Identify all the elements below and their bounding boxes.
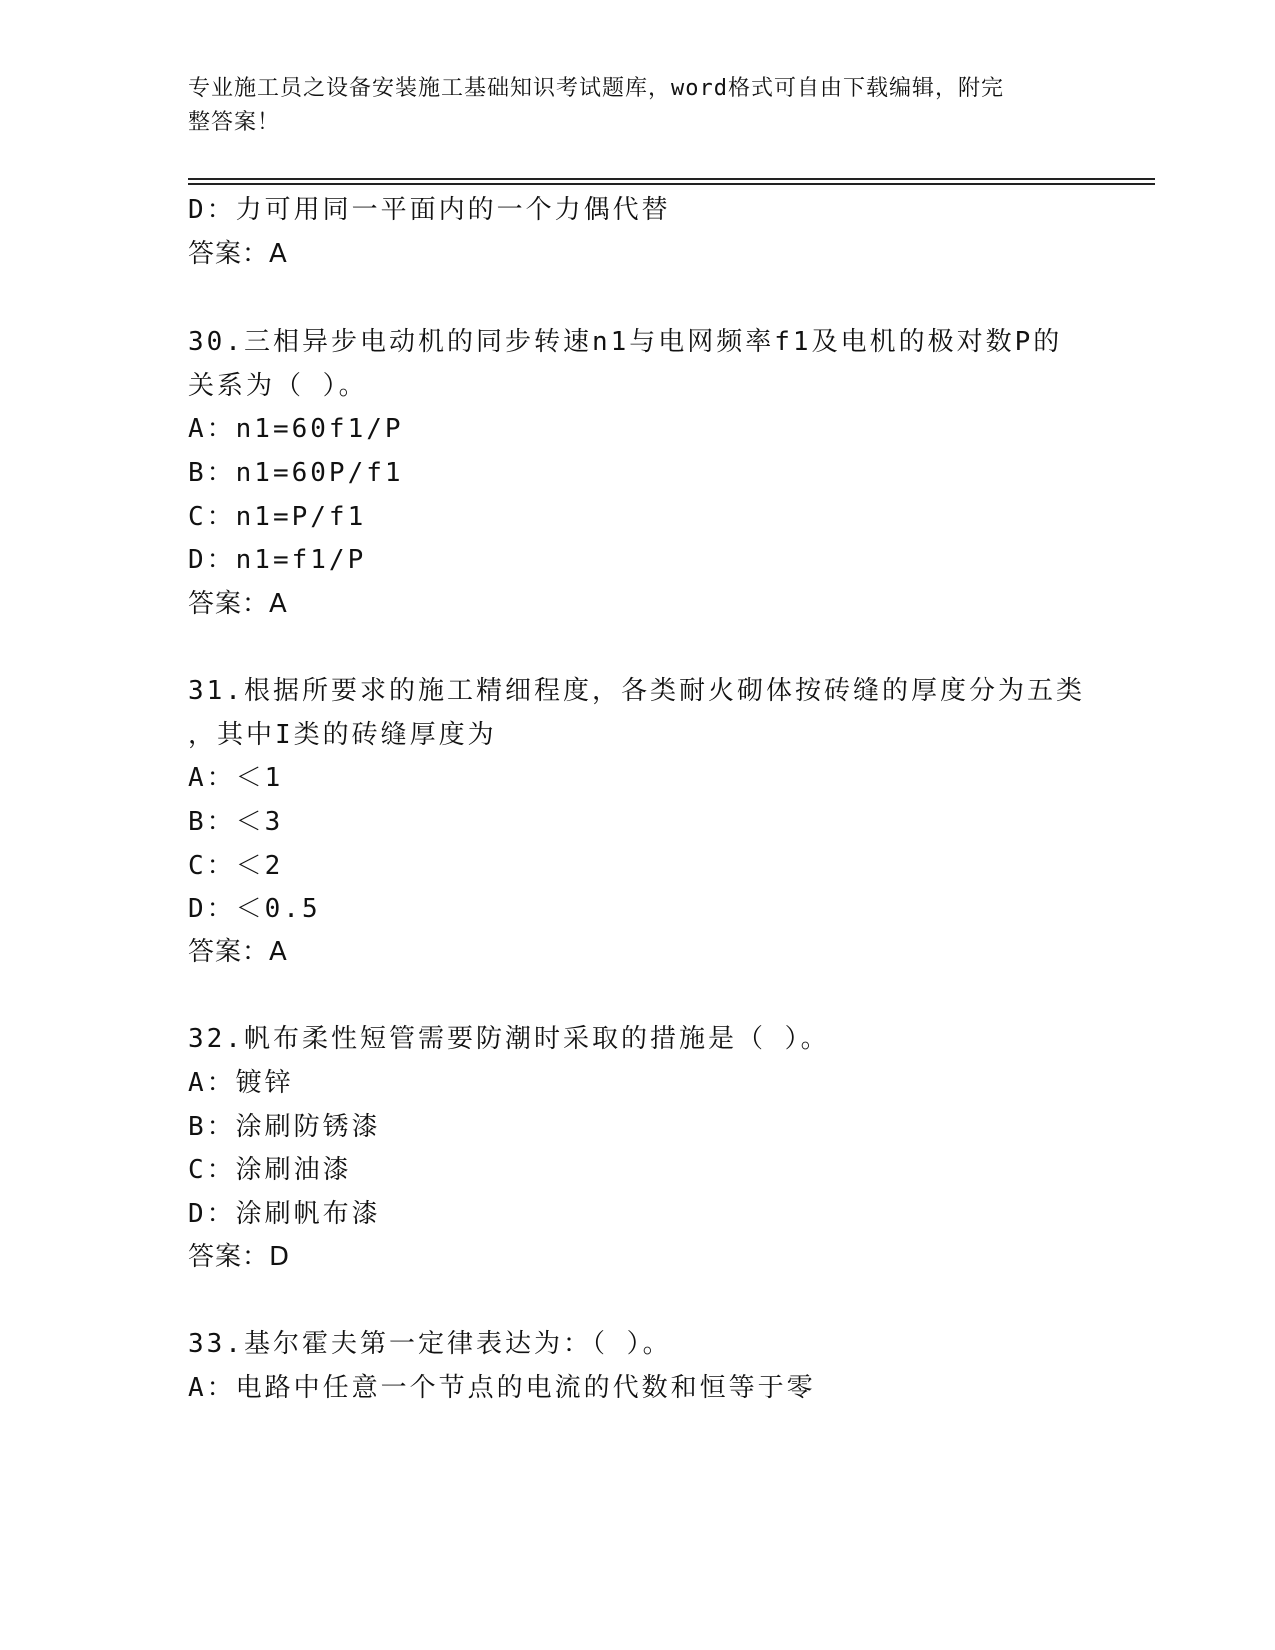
prev-option-d: D：力可用同一平面内的一个力偶代替: [188, 195, 671, 225]
q32-answer: 答案：D: [188, 1242, 291, 1272]
header-divider-bottom: [188, 183, 1155, 185]
q30-stem-line-1: 30.三相异步电动机的同步转速n1与电网频率f1及电机的极对数P的: [188, 327, 1063, 357]
q30-option-c: C：n1=P/f1: [188, 502, 367, 532]
prev-answer: 答案：A: [188, 239, 288, 269]
q33-stem-line-1: 33.基尔霍夫第一定律表达为：（ ）。: [188, 1329, 672, 1359]
q31-answer: 答案：A: [188, 937, 288, 967]
q32-option-a: A：镀锌: [188, 1068, 294, 1098]
q31-stem-line-1: 31.根据所要求的施工精细程度，各类耐火砌体按砖缝的厚度分为五类: [188, 676, 1085, 706]
q31-stem-line-2: ，其中I类的砖缝厚度为: [188, 720, 497, 750]
q33-option-a: A：电路中任意一个节点的电流的代数和恒等于零: [188, 1373, 816, 1403]
q30-answer: 答案：A: [188, 589, 288, 619]
q30-stem-line-2: 关系为（ ）。: [188, 371, 368, 401]
q32-option-c: C：涂刷油漆: [188, 1155, 352, 1185]
q31-option-d: D：＜0.5: [188, 894, 321, 924]
header-line-1: 专业施工员之设备安装施工基础知识考试题库，word格式可自由下载编辑，附完: [188, 76, 1004, 101]
header-divider-top: [188, 178, 1155, 180]
header-line-2: 整答案！: [188, 110, 281, 135]
q30-option-d: D：n1=f1/P: [188, 545, 367, 575]
q31-option-b: B：＜3: [188, 807, 284, 837]
q32-stem-line-1: 32.帆布柔性短管需要防潮时采取的措施是（ ）。: [188, 1024, 830, 1054]
document-header: [188, 72, 1068, 140]
q31-option-a: A：＜1: [188, 763, 284, 793]
q30-option-b: B：n1=60P/f1: [188, 458, 404, 488]
q30-option-a: A：n1=60f1/P: [188, 414, 404, 444]
q32-option-b: B：涂刷防锈漆: [188, 1112, 381, 1142]
q32-option-d: D：涂刷帆布漆: [188, 1199, 381, 1229]
q31-option-c: C：＜2: [188, 851, 284, 881]
